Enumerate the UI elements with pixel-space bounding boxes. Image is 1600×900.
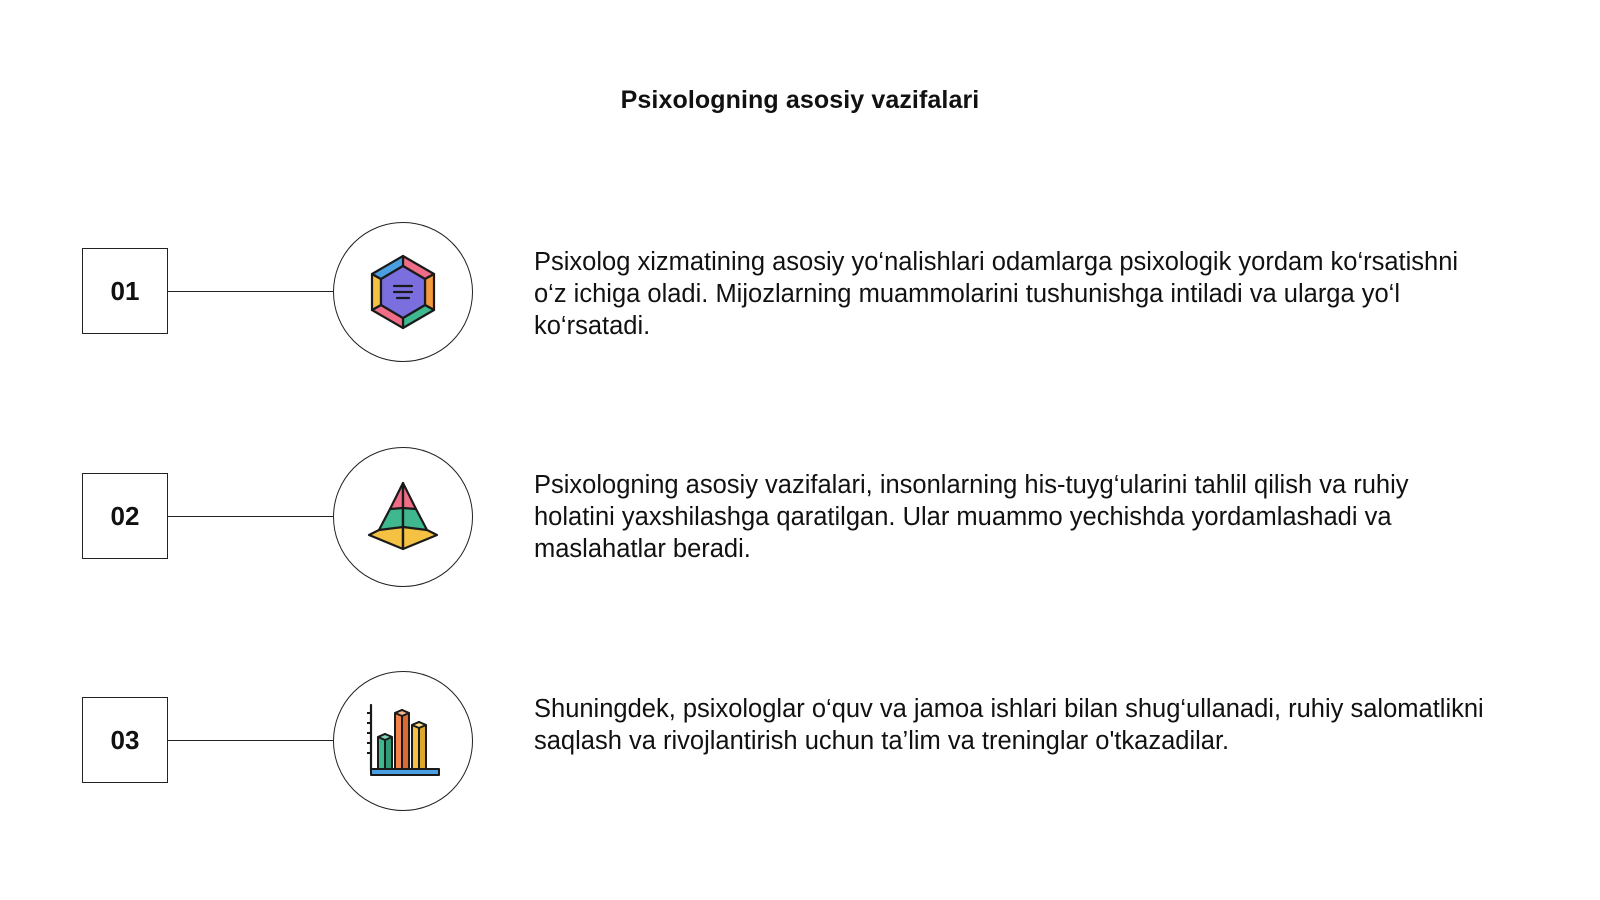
list-item: [0, 671, 1600, 811]
item-description: Psixolog xizmatining asosiy yo‘nalishlari odamlarga psixologik yordam ko‘rsatishni o‘z ichiga oladi. Mijozlarning muammolarini tushunishga intiladi va ularga yo‘l ko‘rsatadi.: [534, 248, 1459, 340]
icon-circle: [333, 671, 473, 811]
list-item: [0, 222, 1600, 362]
step-number: 03: [110, 724, 140, 755]
connector-line: [168, 291, 333, 292]
connector-line: [168, 516, 333, 517]
step-number-box: [82, 697, 168, 783]
step-number-box: [82, 473, 168, 559]
item-description: Shuningdek, psixologlar o‘quv va jamoa ishlari bilan shug‘ullanadi, ruhiy salomatlikni saqlash va rivojlantirish uchun ta’lim va treninglar o'tkazadilar.: [534, 695, 1484, 755]
item-description: Psixologning asosiy vazifalari, insonlarning his-tuyg‘ularini tahlil qilish va ruhiy holatini yaxshilashga qaratilgan. Ular muammo yechishda yordamlashadi va maslahatlar beradi.: [534, 471, 1409, 563]
step-number-box: [82, 248, 168, 334]
bar-chart-icon: [361, 699, 445, 783]
page-title: Psixologning asosiy vazifalari: [620, 86, 980, 114]
hexagon-icon: [361, 250, 445, 334]
icon-circle: [333, 222, 473, 362]
pyramid-icon: [361, 475, 445, 559]
step-number: 02: [110, 500, 140, 531]
list-item: [0, 447, 1600, 587]
icon-circle: [333, 447, 473, 587]
step-number: 01: [110, 275, 140, 306]
connector-line: [168, 740, 333, 741]
